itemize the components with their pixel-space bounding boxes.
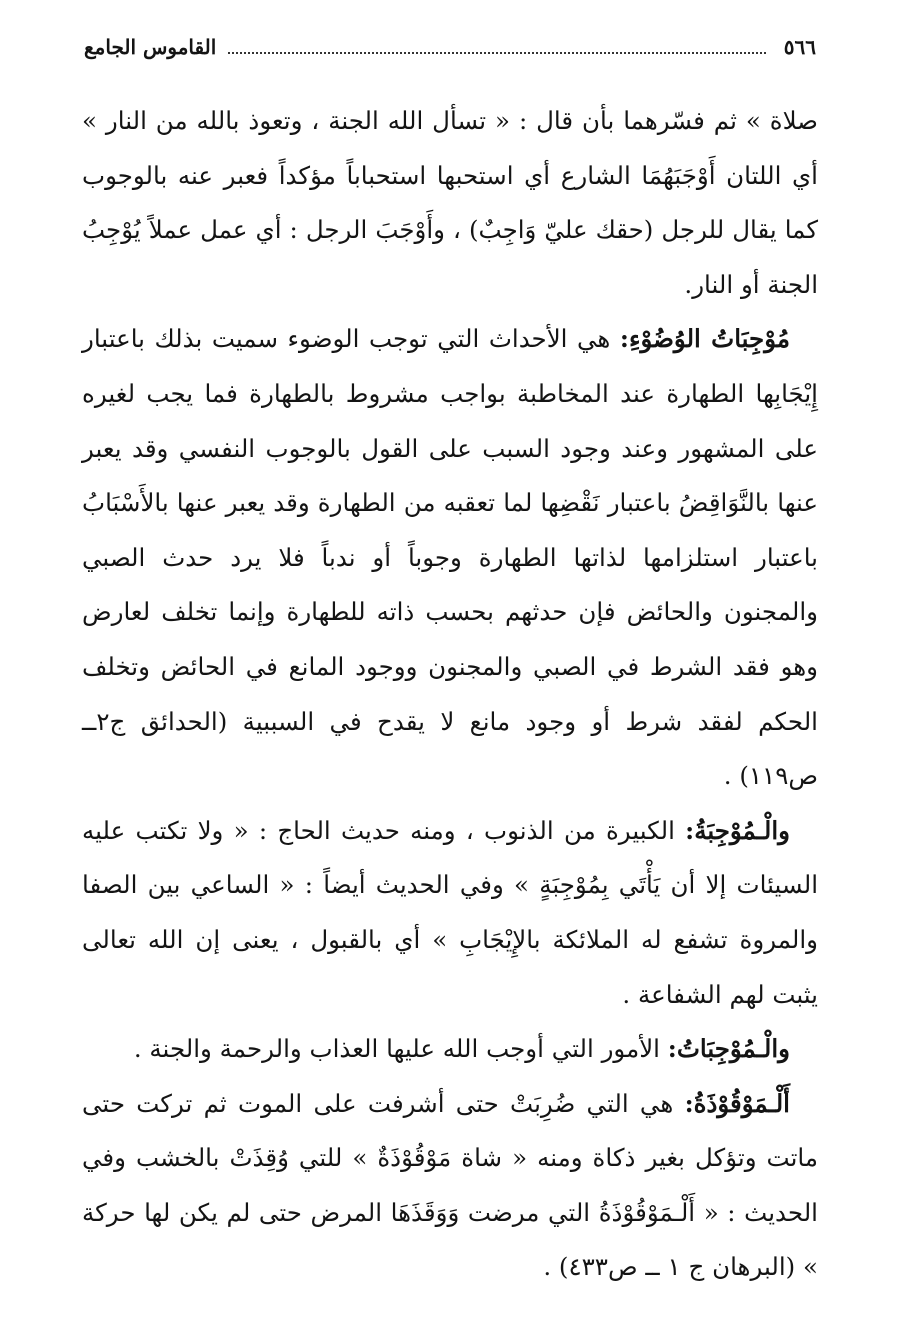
paragraph-text: صلاة » ثم فسّرهما بأن قال : « تسأل الله الجنة ، وتعوذ بالله من النار » أي اللتان أَوْجَبَهُمَا الشارع أي استحبها استحباباً مؤكداً فعبر عنه بالوجوب كما يقال للرجل (حقك عليّ وَاجِبٌ) ، وأَوْجَبَ الرجل : أي عمل عملاً يُوْجِبُ الجنة أو النار. — [82, 106, 818, 299]
entry-text: الأمور التي أوجب الله عليها العذاب والرحمة والجنة . — [133, 1034, 668, 1064]
entry-al-mujiba — [82, 804, 818, 1022]
body-text — [82, 94, 818, 1295]
entry-term: والْـمُوْجِبَةُ: — [685, 815, 790, 845]
entry-term: أَلْـمَوْقُوْذَةُ: — [684, 1088, 790, 1118]
entry-text: هي الأحداث التي توجب الوضوء سميت بذلك باعتبار إِيْجَابِها الطهارة عند المخاطبة بواجب مشروط بالطهارة فما يجب لغيره على المشهور وعند وجود السبب على القول بالوجوب النفسي وقد يعبر عنها بالنَّوَاقِضُ باعتبار نَقْضِها لما تعقبه من الطهارة وقد يعبر عنها بالأَسْبَابُ باعتبار استلزامها لذاتها الطهارة وجوباً أو ندباً فلا يرد حدث الصبي والمجنون والحائض فإن حدثهم بحسب ذاته للطهارة وإنما تخلف لعارض وهو فقد الشرط في الصبي والمجنون ووجود المانع في الحائض وتخلف الحكم لفقد شرط أو وجود مانع لا يقدح في السببية (الحدائق ج٢ــ ص١١٩) . — [82, 324, 818, 791]
running-head — [84, 30, 816, 64]
entry-mujibat-al-wudu — [82, 312, 818, 803]
entry-text: الكبيرة من الذنوب ، ومنه حديث الحاج : « ولا تكتب عليه السيئات إلا أن يَأْتَي بِمُوْجِبَةٍ » وفي الحديث أيضاً : « الساعي بين الصفا والمروة تشفع له الملائكة بالإِيْجَابِ » أي بالقبول ، يعنى إن الله تعالى يثبت لهم الشفاعة . — [82, 815, 818, 1009]
entry-term: مُوْجِبَاتُ الوُضُوْءِ: — [619, 324, 790, 354]
entry-al-mawquda — [82, 1077, 818, 1295]
entry-text: هي التي ضُرِبَتْ حتى أشرفت على الموت ثم تركت حتى ماتت وتؤكل بغير ذكاة ومنه « شاة مَوْقُوْذَةٌ » للتي وُقِذَتْ بالخشب وفي الحديث : « أَلْـمَوْقُوْذَةُ التي مرضت وَوَقَذَهَا المرض حتى لم يكن لها حركة » (البرهان ج ١ ــ ص٤٣٣) . — [82, 1088, 818, 1282]
page-number: ٥٦٦ — [783, 35, 816, 59]
entry-al-mujibat — [82, 1022, 818, 1077]
entry-term: والْـمُوْجِبَاتُ: — [667, 1034, 790, 1064]
book-title: القاموس الجامع — [84, 35, 217, 59]
leader-dots — [228, 52, 765, 54]
paragraph-continuation — [82, 94, 818, 312]
